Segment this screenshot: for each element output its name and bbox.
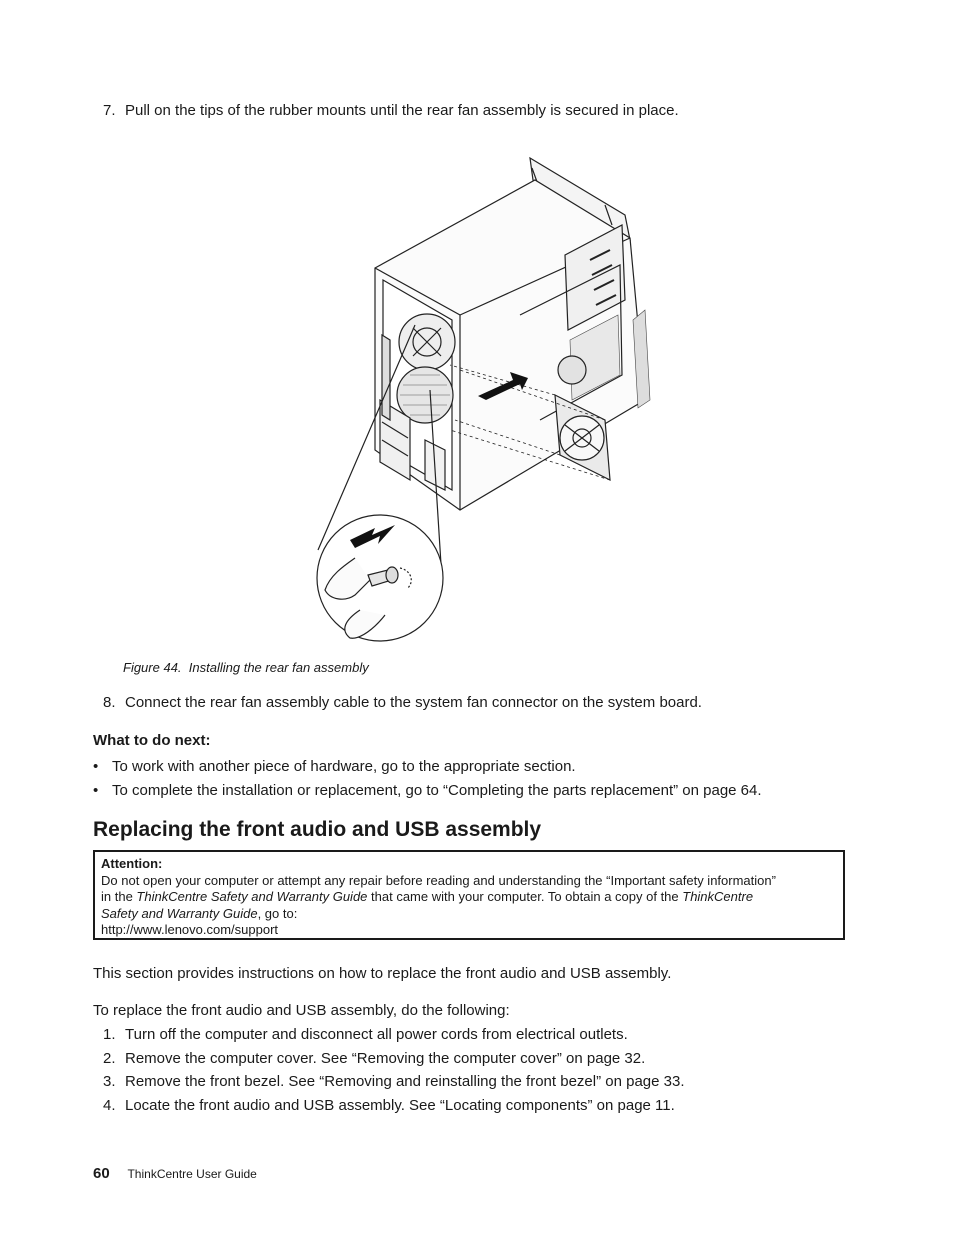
step-2 [103,1049,645,1069]
support-link[interactable]: http://www.lenovo.com/support [101,922,279,937]
attention-text: that came with your computer. To obtain a copy of the [367,889,683,904]
step-number: 1. [103,1026,116,1043]
page-number: 60 [93,1165,110,1182]
attention-title: Attention: [101,856,163,871]
step-number: 2. [103,1050,116,1067]
guide-title: ThinkCentre Safety and Warranty Guide [136,889,368,904]
step-number: 4. [103,1097,116,1114]
attention-text: Do not open your computer or attempt any repair before reading and understanding the “Important safety information” [101,872,776,888]
figure-caption [123,660,369,675]
page-footer [93,1165,257,1183]
step-8 [103,693,702,713]
step-number: 8. [103,694,116,711]
bullet-text: To work with another piece of hardware, go to the appropriate section. [112,758,576,775]
attention-box [93,850,845,940]
rear-fan-illustration [300,150,670,645]
step-number: 3. [103,1073,116,1090]
next-label: What to do next: [93,732,211,749]
guide-title: Safety and Warranty Guide [101,905,258,921]
step-text: Locate the front audio and USB assembly. See “Locating components” on page 11. [125,1097,675,1114]
bullet-dot: • [93,758,99,775]
step-3 [103,1072,685,1092]
step-1 [103,1025,628,1045]
figure-label: Figure 44. [123,660,182,675]
step-text: Remove the front bezel. See “Removing and reinstalling the front bezel” on page 33. [125,1073,685,1090]
list-item [93,781,762,801]
attention-line-3 [101,906,837,923]
step-number: 7. [103,102,116,119]
section-heading: Replacing the front audio and USB assembly [93,818,542,841]
step-text: Remove the computer cover. See “Removing the computer cover” on page 32. [125,1050,646,1067]
step-7 [103,101,679,121]
bullet-text: To complete the installation or replacement, go to “Completing the parts replacement” on page 64. [112,782,762,799]
step-text: Connect the rear fan assembly cable to the system fan connector on the system board. [125,694,702,711]
step-4 [103,1096,675,1116]
figure-title: Installing the rear fan assembly [188,660,369,675]
intro-paragraph: This section provides instructions on how to replace the front audio and USB assembly. [93,965,672,982]
guide-title: ThinkCentre [682,889,754,904]
list-item [93,757,576,777]
attention-line-1 [101,873,837,890]
step-text: Turn off the computer and disconnect all power cords from electrical outlets. [125,1026,628,1043]
attention-line-2 [101,889,837,906]
document-title: ThinkCentre User Guide [127,1167,257,1181]
attention-text: in the [101,889,137,904]
attention-text: , go to: [257,905,298,921]
step-text: Pull on the tips of the rubber mounts until the rear fan assembly is secured in place. [125,102,679,119]
procedure-lead: To replace the front audio and USB assembly, do the following: [93,1002,510,1019]
bullet-dot: • [93,782,99,799]
